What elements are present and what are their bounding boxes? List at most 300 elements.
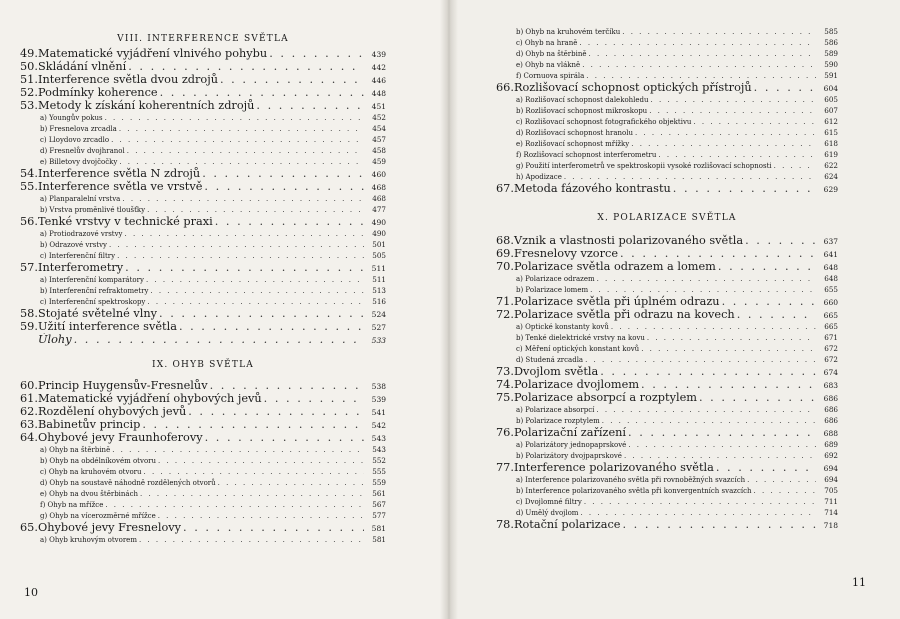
dot-leader	[737, 308, 816, 321]
entry-title: b) Fresnelova zrcadla	[40, 125, 117, 133]
toc-section-entry	[496, 81, 838, 94]
entry-page-number: 686	[824, 405, 838, 414]
entry-title: a) Ohyb na štěrbině	[40, 446, 111, 454]
entry-page-number: 457	[372, 135, 386, 144]
toc-subsection-entry	[496, 507, 838, 518]
dot-leader	[585, 355, 816, 365]
entry-title: Interference polarizovaného světla	[514, 461, 714, 474]
entry-page-number: 581	[371, 524, 386, 533]
entry-title: Matematické vyjádření vlnivého pohybu	[38, 47, 268, 60]
entry-page-number: 542	[371, 421, 386, 430]
entry-page-number: 490	[372, 229, 386, 238]
toc-section-entry	[20, 47, 386, 60]
section-number: 53.	[20, 99, 38, 112]
dot-leader	[150, 286, 364, 296]
entry-page-number: 694	[824, 475, 838, 484]
toc-section-entry	[496, 426, 838, 439]
entry-page-number: 605	[824, 95, 838, 104]
dot-leader	[117, 251, 364, 261]
toc-section-entry	[496, 378, 838, 391]
toc-subsection-entry	[20, 285, 386, 296]
dot-leader	[589, 49, 816, 59]
dot-leader	[159, 307, 364, 320]
toc-subsection-entry	[496, 138, 838, 149]
entry-page-number: 511	[371, 264, 386, 273]
dot-leader	[202, 167, 364, 180]
dot-leader	[624, 451, 816, 461]
dot-leader	[147, 205, 364, 215]
entry-title: Ohybové jevy Fresnelovy	[38, 521, 182, 534]
entry-title: a) Ohyb kruhovým otvorem	[40, 536, 137, 544]
entry-page-number: 648	[823, 263, 838, 272]
entry-title: a) Rozlišovací schopnost dalekohledu	[516, 96, 649, 104]
entry-title: b) Ohyb na obdélníkovém otvoru	[40, 457, 157, 465]
toc-section-entry	[20, 86, 386, 99]
entry-title: b) Ohyb na kruhovém terčíku	[516, 28, 621, 36]
toc-subsection-entry	[496, 332, 838, 343]
section-number: 51.	[20, 73, 38, 86]
dot-leader	[144, 467, 364, 477]
entry-page-number: 648	[824, 274, 838, 283]
toc-section-entry	[496, 260, 838, 273]
section-number: 54.	[20, 167, 38, 180]
toc-section-entry	[20, 99, 386, 112]
entry-title: f) Cornuova spirála	[516, 72, 585, 80]
entry-title: b) Polarizace lomem	[516, 286, 589, 294]
toc-section-entry	[20, 418, 386, 431]
entry-title: b) Tenké dielektrické vrstvy na kovu	[516, 334, 645, 342]
dot-leader	[622, 27, 816, 37]
dot-leader	[602, 416, 816, 426]
toc-subsection-entry	[496, 160, 838, 171]
dot-leader	[127, 146, 364, 156]
entry-title: b) Interference polarizovaného světla při konvergentních svazcích	[516, 487, 752, 495]
dot-leader	[220, 73, 364, 86]
toc-section-entry	[20, 261, 386, 274]
entry-page-number: 672	[824, 344, 838, 353]
toc-subsection-entry	[496, 48, 838, 59]
entry-title: c) Měření optických konstant kovů	[516, 345, 640, 353]
toc-subsection-entry	[496, 415, 838, 426]
dot-leader	[693, 117, 816, 127]
section-number: 65.	[20, 521, 38, 534]
entry-page-number: 439	[371, 50, 386, 59]
toc-subsection-entry	[20, 296, 386, 307]
toc-subsection-entry	[496, 485, 838, 496]
toc-subsection-entry	[20, 444, 386, 455]
dot-leader	[579, 38, 816, 48]
entry-title: a) Interferenční komparátory	[40, 276, 144, 284]
entry-page-number: 711	[824, 497, 838, 506]
entry-page-number: 618	[824, 139, 838, 148]
entry-title: g) Použití interferometrů ve spektroskopii vysoké rozlišovací schopnosti	[516, 162, 772, 170]
toc-subsection-entry	[496, 474, 838, 485]
dot-leader	[611, 322, 816, 332]
toc-exercises-entry	[20, 333, 386, 346]
entry-title: Metody k získání koherentních zdrojů	[38, 99, 255, 112]
toc-section-entry	[496, 247, 838, 260]
section-number: 57.	[20, 261, 38, 274]
dot-leader	[641, 344, 816, 354]
dot-leader	[140, 489, 364, 499]
toc-subsection-entry	[496, 496, 838, 507]
section-number: 61.	[20, 392, 38, 405]
entry-title: Rozdělení ohybových jevů	[38, 405, 187, 418]
toc-subsection-entry	[20, 534, 386, 545]
toc-subsection-entry	[20, 112, 386, 123]
toc-list	[20, 379, 386, 545]
toc-subsection-entry	[20, 250, 386, 261]
dot-leader	[74, 333, 364, 346]
dot-leader	[160, 86, 364, 99]
entry-title: a) Optické konstanty kovů	[516, 323, 609, 331]
entry-page-number: 660	[823, 298, 838, 307]
section-number: 74.	[496, 378, 514, 391]
entry-title: d) Ohyb na štěrbině	[516, 50, 587, 58]
dot-leader	[158, 456, 364, 466]
entry-title: c) Ohyb na kruhovém otvoru	[40, 468, 142, 476]
entry-page-number: 591	[824, 71, 838, 80]
entry-page-number: 539	[371, 395, 386, 404]
entry-page-number: 718	[823, 521, 838, 530]
toc-subsection-entry	[20, 145, 386, 156]
toc-subsection-entry	[496, 404, 838, 415]
entry-page-number: 468	[371, 183, 386, 192]
entry-title: Princip Huygensův-Fresnelův	[38, 379, 208, 392]
section-number: 60.	[20, 379, 38, 392]
entry-title: g) Ohyb na vícerozměrné mřížce	[40, 512, 156, 520]
left-page	[0, 0, 449, 619]
dot-leader	[205, 431, 364, 444]
book-gutter	[440, 0, 458, 619]
entry-page-number: 641	[823, 250, 838, 259]
toc-list	[496, 26, 838, 195]
entry-title: c) Lloydovo zrcadlo	[40, 136, 110, 144]
entry-title: Tenké vrstvy v technické praxi	[38, 215, 213, 228]
toc-subsection-entry	[496, 94, 838, 105]
toc-subsection-entry	[20, 193, 386, 204]
toc-subsection-entry	[496, 354, 838, 365]
entry-page-number: 527	[371, 323, 386, 332]
entry-title: e) Ohyb na vlákně	[516, 61, 581, 69]
entry-title: c) Dvojlomné filtry	[516, 498, 582, 506]
entry-title: b) Interferenční refraktometry	[40, 287, 149, 295]
entry-title: Ohybové jevy Fraunhoferovy	[38, 431, 203, 444]
entry-title: c) Ohyb na hraně	[516, 39, 578, 47]
dot-leader	[754, 81, 816, 94]
dot-leader	[582, 60, 816, 70]
entry-page-number: 581	[372, 535, 386, 544]
toc-subsection-entry	[496, 273, 838, 284]
dot-leader	[204, 180, 364, 193]
entry-page-number: 501	[372, 240, 386, 249]
entry-title: Úlohy	[38, 333, 72, 346]
entry-page-number: 516	[372, 297, 386, 306]
entry-title: a) Protiodrazové vrstvy	[40, 230, 123, 238]
toc-subsection-entry	[496, 171, 838, 182]
section-number: 63.	[20, 418, 38, 431]
toc-section-entry	[20, 379, 386, 392]
entry-page-number: 448	[371, 89, 386, 98]
entry-title: f) Rozlišovací schopnost interferometru	[516, 151, 657, 159]
entry-page-number: 459	[372, 157, 386, 166]
toc-list	[20, 47, 386, 346]
entry-title: Stojaté světelné vlny	[38, 307, 158, 320]
entry-title: Rozlišovací schopnost optických přístrojů	[514, 81, 752, 94]
toc-subsection-entry	[20, 123, 386, 134]
entry-page-number: 442	[371, 63, 386, 72]
toc-section-entry	[496, 182, 838, 195]
section-number: 49.	[20, 47, 38, 60]
toc-subsection-entry	[496, 70, 838, 81]
dot-leader	[718, 260, 816, 273]
toc-subsection-entry	[496, 343, 838, 354]
entry-title: Polarizace světla odrazem a lomem	[514, 260, 716, 273]
entry-page-number: 552	[372, 456, 386, 465]
dot-leader	[628, 426, 816, 439]
toc-subsection-entry	[20, 510, 386, 521]
dot-leader	[147, 297, 364, 307]
entry-page-number: 612	[824, 117, 838, 126]
toc-subsection-entry	[496, 37, 838, 48]
dot-leader	[584, 497, 816, 507]
entry-title: Dvojlom světla	[514, 365, 599, 378]
page-number: 10	[24, 586, 38, 599]
entry-page-number: 694	[823, 464, 838, 473]
toc-subsection-entry	[20, 228, 386, 239]
entry-title: d) Rozlišovací schopnost hranolu	[516, 129, 633, 137]
toc-subsection-entry	[496, 26, 838, 37]
dot-leader	[188, 405, 364, 418]
toc-subsection-entry	[496, 127, 838, 138]
toc-section-entry	[20, 73, 386, 86]
toc-section-entry	[20, 405, 386, 418]
entry-title: e) Billetovy dvojčočky	[40, 158, 118, 166]
entry-page-number: 561	[372, 489, 386, 498]
entry-title: d) Ohyb na soustavě náhodně rozdělených otvorů	[40, 479, 216, 487]
section-number: 66.	[496, 81, 514, 94]
entry-page-number: 686	[824, 416, 838, 425]
entry-title: Rotační polarizace	[514, 518, 621, 531]
dot-leader	[125, 261, 364, 274]
toc-subsection-entry	[496, 59, 838, 70]
toc-section-entry	[496, 391, 838, 404]
entry-page-number: 458	[372, 146, 386, 155]
toc-section-entry	[496, 518, 838, 531]
entry-title: Polarizace dvojlomem	[514, 378, 640, 391]
section-number: 73.	[496, 365, 514, 378]
toc-subsection-entry	[20, 156, 386, 167]
dot-leader	[580, 508, 816, 518]
entry-page-number: 511	[372, 275, 386, 284]
dot-leader	[105, 500, 364, 510]
entry-title: Metoda fázového kontrastu	[514, 182, 671, 195]
entry-page-number: 490	[371, 218, 386, 227]
dot-leader	[628, 440, 816, 450]
entry-title: Polarizace absorpcí a rozptylem	[514, 391, 697, 404]
dot-leader	[635, 128, 816, 138]
section-number: 71.	[496, 295, 514, 308]
section-number: 75.	[496, 391, 514, 404]
section-number: 70.	[496, 260, 514, 273]
section-number: 59.	[20, 320, 38, 333]
entry-page-number: 452	[372, 113, 386, 122]
toc-subsection-entry	[496, 321, 838, 332]
toc-list	[496, 234, 838, 531]
entry-page-number: 555	[372, 467, 386, 476]
dot-leader	[631, 139, 816, 149]
toc-section-entry	[20, 431, 386, 444]
section-number: 64.	[20, 431, 38, 444]
section-number: 56.	[20, 215, 38, 228]
entry-page-number: 454	[372, 124, 386, 133]
section-number: 77.	[496, 461, 514, 474]
dot-leader	[128, 60, 364, 73]
entry-title: Babinetův princip	[38, 418, 141, 431]
dot-leader	[647, 333, 816, 343]
dot-leader	[179, 320, 364, 333]
section-number: 72.	[496, 308, 514, 321]
dot-leader	[139, 535, 364, 545]
entry-page-number: 524	[371, 310, 386, 319]
entry-title: f) Ohyb na mřížce	[40, 501, 104, 509]
entry-page-number: 585	[824, 27, 838, 36]
toc-section-entry	[496, 308, 838, 321]
section-number: 52.	[20, 86, 38, 99]
toc-subsection-entry	[496, 105, 838, 116]
entry-page-number: 629	[823, 185, 838, 194]
dot-leader	[112, 445, 364, 455]
entry-title: d) Studená zrcadla	[516, 356, 584, 364]
entry-page-number: 477	[372, 205, 386, 214]
entry-title: Polarizace světla při úplném odrazu	[514, 295, 720, 308]
entry-page-number: 689	[824, 440, 838, 449]
entry-title: a) Polarizace absorpcí	[516, 406, 595, 414]
entry-page-number: 446	[371, 76, 386, 85]
section-number: 68.	[496, 234, 514, 247]
dot-leader	[651, 95, 816, 105]
toc-section-entry	[20, 215, 386, 228]
dot-leader	[622, 518, 816, 531]
dot-leader	[754, 486, 816, 496]
entry-title: Fresnelovy vzorce	[514, 247, 618, 260]
toc-section-entry	[20, 521, 386, 534]
entry-page-number: 688	[823, 429, 838, 438]
section-number: 62.	[20, 405, 38, 418]
dot-leader	[745, 234, 816, 247]
entry-title: h) Apodizace	[516, 173, 562, 181]
dot-leader	[269, 47, 364, 60]
toc-section-entry	[20, 60, 386, 73]
toc-subsection-entry	[20, 477, 386, 488]
section-number: 67.	[496, 182, 514, 195]
toc-subsection-entry	[496, 149, 838, 160]
dot-leader	[111, 135, 364, 145]
entry-title: Vznik a vlastnosti polarizovaného světla	[514, 234, 744, 247]
toc-subsection-entry	[20, 274, 386, 285]
entry-title: c) Interferenční spektroskopy	[40, 298, 146, 306]
entry-page-number: 624	[824, 172, 838, 181]
entry-page-number: 538	[371, 382, 386, 391]
toc-section-entry	[20, 392, 386, 405]
toc-subsection-entry	[20, 134, 386, 145]
dot-leader	[699, 391, 816, 404]
entry-page-number: 705	[824, 486, 838, 495]
toc-subsection-entry	[20, 466, 386, 477]
toc-section-entry	[496, 234, 838, 247]
entry-title: d) Fresnelův dvojhranol	[40, 147, 125, 155]
toc-section-entry	[20, 180, 386, 193]
chapter-heading: IX. OHYB SVĚTLA	[151, 360, 255, 370]
entry-page-number: 674	[823, 368, 838, 377]
entry-page-number: 586	[824, 38, 838, 47]
entry-title: b) Rozlišovací schopnost mikroskopu	[516, 107, 648, 115]
left-toc	[20, 34, 386, 545]
entry-page-number: 714	[824, 508, 838, 517]
entry-page-number: 637	[823, 237, 838, 246]
entry-title: a) Planparalelní vrstva	[40, 195, 121, 203]
entry-page-number: 665	[823, 311, 838, 320]
dot-leader	[256, 99, 364, 112]
entry-title: b) Vrstva proměnlivé tloušťky	[40, 206, 146, 214]
entry-title: c) Interferenční filtry	[40, 252, 116, 260]
toc-section-entry	[20, 167, 386, 180]
section-number: 78.	[496, 518, 514, 531]
entry-title: a) Interference polarizovaného světla při rovnoběžných svazcích	[516, 476, 746, 484]
entry-page-number: 543	[371, 434, 386, 443]
entry-page-number: 619	[824, 150, 838, 159]
entry-page-number: 460	[371, 170, 386, 179]
dot-leader	[142, 418, 364, 431]
entry-page-number: 567	[372, 500, 386, 509]
entry-title: c) Rozlišovací schopnost fotografického objektivu	[516, 118, 692, 126]
dot-leader	[105, 113, 364, 123]
dot-leader	[722, 295, 816, 308]
entry-page-number: 533	[371, 336, 386, 345]
entry-title: Polarizační zařízení	[514, 426, 627, 439]
page-number: 11	[852, 576, 866, 589]
entry-page-number: 622	[824, 161, 838, 170]
dot-leader	[590, 285, 816, 295]
entry-page-number: 577	[372, 511, 386, 520]
entry-page-number: 604	[823, 84, 838, 93]
dot-leader	[596, 405, 816, 415]
section-number: 50.	[20, 60, 38, 73]
dot-leader	[109, 240, 364, 250]
toc-subsection-entry	[20, 204, 386, 215]
entry-page-number: 513	[372, 286, 386, 295]
toc-section-entry	[20, 307, 386, 320]
entry-title: Matematické vyjádření ohybových jevů	[38, 392, 262, 405]
entry-title: Podmínky koherence	[38, 86, 158, 99]
entry-page-number: 615	[824, 128, 838, 137]
chapter-heading: VIII. INTERFERENCE SVĚTLA	[117, 34, 289, 44]
toc-subsection-entry	[496, 116, 838, 127]
entry-title: b) Odrazové vrstvy	[40, 241, 108, 249]
dot-leader	[597, 274, 816, 284]
entry-page-number: 589	[824, 49, 838, 58]
entry-page-number: 686	[823, 394, 838, 403]
entry-title: b) Polarizace rozptylem	[516, 417, 600, 425]
entry-page-number: 671	[824, 333, 838, 342]
entry-page-number: 468	[372, 194, 386, 203]
chapter-heading: X. POLARIZACE SVĚTLA	[597, 213, 737, 223]
dot-leader	[600, 365, 816, 378]
entry-title: e) Rozlišovací schopnost mřížky	[516, 140, 630, 148]
entry-page-number: 683	[823, 381, 838, 390]
dot-leader	[158, 511, 364, 521]
dot-leader	[119, 157, 364, 167]
